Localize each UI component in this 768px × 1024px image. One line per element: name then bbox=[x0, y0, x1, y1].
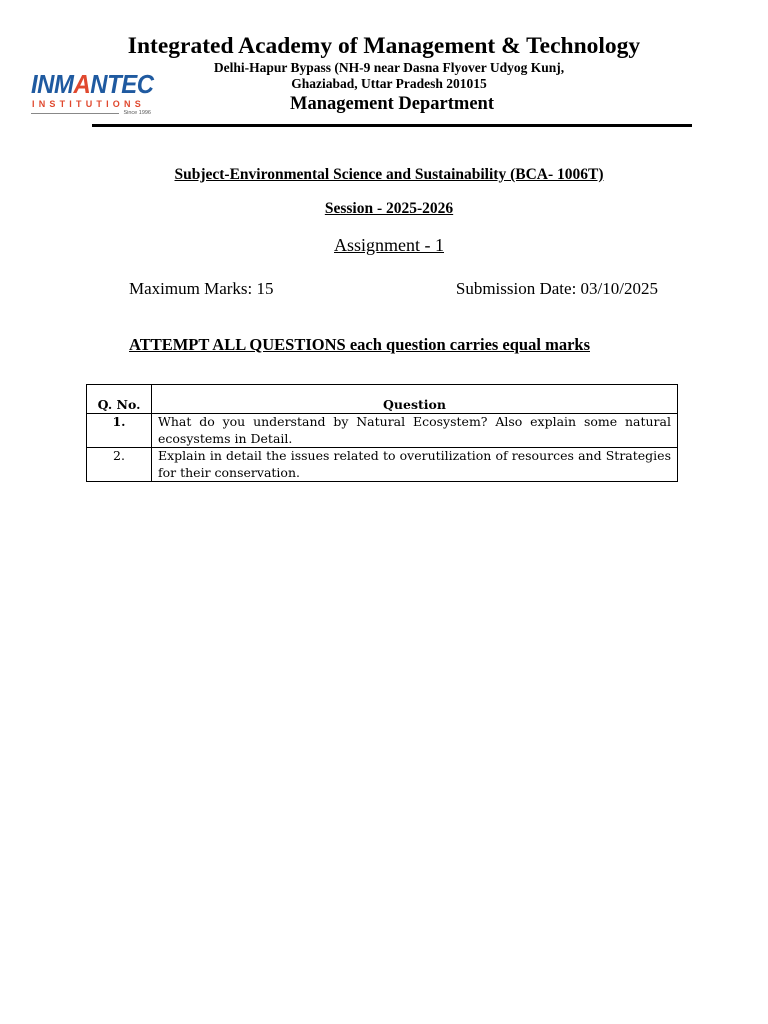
assignment-title: Assignment - 1 bbox=[334, 235, 444, 255]
logo-since: Since 1996 bbox=[123, 110, 151, 116]
address-line-2: Ghaziabad, Uttar Pradesh 201015 bbox=[291, 76, 487, 91]
department-name: Management Department bbox=[290, 94, 494, 114]
header-rule bbox=[92, 124, 692, 127]
logo-subtitle: INSTITUTIONS bbox=[32, 99, 145, 109]
address-line-1: Delhi-Hapur Bypass (NH-9 near Dasna Flyover Udyog Kunj, bbox=[213, 60, 565, 75]
header-question: Question bbox=[152, 385, 678, 414]
letterhead bbox=[0, 30, 768, 130]
submission-date: Submission Date: 03/10/2025 bbox=[455, 279, 658, 298]
questions-table bbox=[86, 384, 678, 482]
table-row bbox=[87, 414, 678, 448]
table-header-row bbox=[87, 385, 678, 414]
question-number: 2. bbox=[87, 448, 152, 482]
inmantec-logo bbox=[31, 70, 155, 120]
question-text: Explain in detail the issues related to overutilization of resources and Strategies for their conservation. bbox=[152, 448, 678, 482]
logo-wordmark: INMANTEC bbox=[31, 69, 154, 99]
instruction-text: ATTEMPT ALL QUESTIONS each question carries equal marks bbox=[129, 335, 590, 354]
header-qno: Q. No. bbox=[87, 385, 152, 414]
question-number: 1. bbox=[87, 414, 152, 448]
table-row bbox=[87, 448, 678, 482]
maximum-marks: Maximum Marks: 15 bbox=[129, 279, 274, 298]
subject-title: Subject-Environmental Science and Sustainability (BCA- 1006T) bbox=[174, 166, 604, 183]
institution-name: Integrated Academy of Management & Technology bbox=[127, 33, 641, 59]
session-title: Session - 2025-2026 bbox=[324, 200, 454, 217]
question-text: What do you understand by Natural Ecosystem? Also explain some natural ecosystems in Detail. bbox=[152, 414, 678, 448]
